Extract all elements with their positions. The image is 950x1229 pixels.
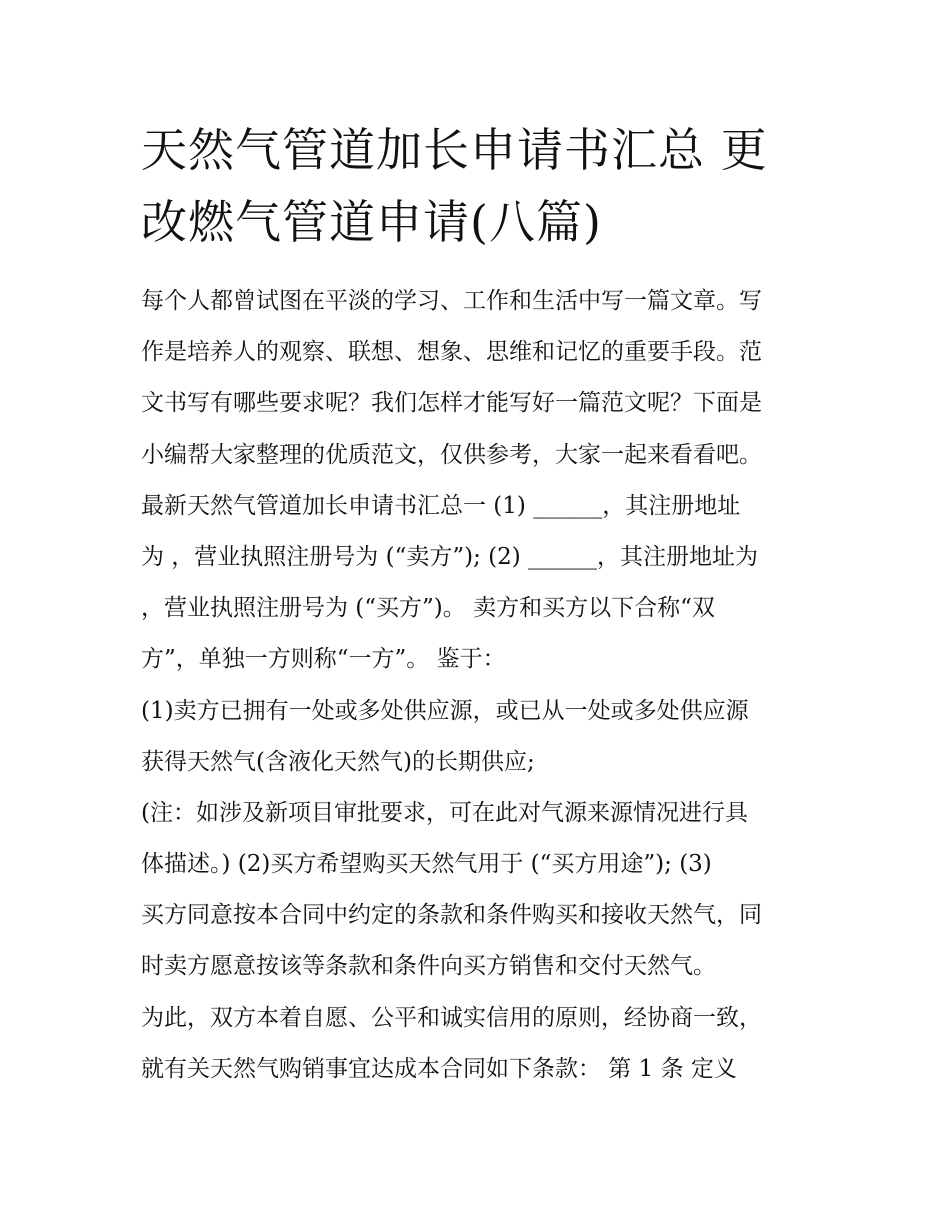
body-line: 最新天然气管道加长申请书汇总一 (1) ______，其注册地址	[141, 492, 741, 519]
title-line: 天然气管道加长申请书汇总 更	[141, 123, 768, 177]
body-line: 作是培养人的观察、联想、想象、思维和记忆的重要手段。范	[141, 339, 762, 366]
body-line: 每个人都曾试图在平淡的学习、工作和生活中写一篇文章。写	[141, 288, 762, 314]
document-body	[141, 282, 821, 1101]
body-line: 就有关天然气购销事宜达成本合同如下条款： 第 1 条 定义	[141, 1055, 737, 1082]
body-line: 获得天然气(含液化天然气)的长期供应;	[141, 748, 535, 775]
body-line: (注：如涉及新项目审批要求，可在此对气源来源情况进行具	[141, 799, 748, 826]
body-line: 文书写有哪些要求呢？我们怎样才能写好一篇范文呢？下面是	[141, 390, 762, 417]
body-line: 时卖方愿意按该等条款和条件向买方销售和交付天然气。	[141, 953, 716, 980]
body-line: 买方同意按本合同中约定的条款和条件购买和接收天然气，同	[141, 902, 762, 929]
body-line: 为 ，营业执照注册号为 (“卖方”); (2) ______，其注册地址为	[141, 543, 759, 570]
body-line: 为此，双方本着自愿、公平和诚实信用的原则，经协商一致，	[141, 1004, 762, 1031]
body-line: 体描述。) (2)买方希望购买天然气用于 (“买方用途”); (3)	[141, 851, 712, 878]
title-line: 改燃气管道申请(八篇)	[141, 195, 602, 249]
body-line: 小编帮大家整理的优质范文，仅供参考，大家一起来看看吧。	[141, 441, 762, 468]
body-line: ，营业执照注册号为 (“买方”)。 卖方和买方以下合称“双	[141, 595, 715, 622]
body-line: 方”，单独一方则称“一方”。 鉴于：	[141, 646, 506, 673]
body-line: (1)卖方已拥有一处或多处供应源，或已从一处或多处供应源	[141, 697, 749, 724]
document-title	[141, 114, 821, 258]
